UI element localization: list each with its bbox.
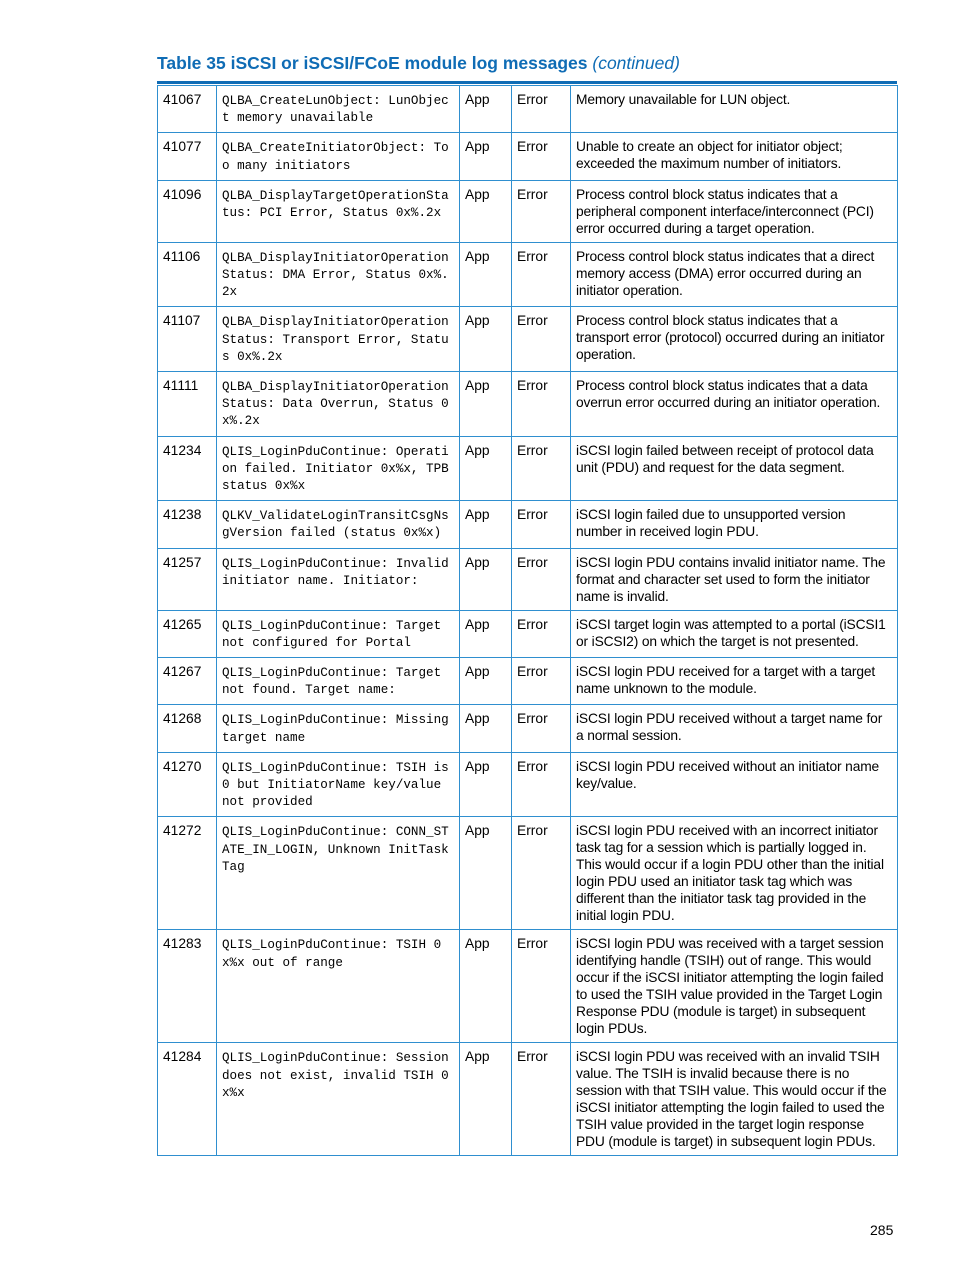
page-number: 285 xyxy=(870,1222,894,1238)
message-id-cell: 41111 xyxy=(158,372,217,437)
message-text-cell: QLIS_LoginPduContinue: Session does not exist, invalid TSIH 0x%x xyxy=(217,1043,460,1156)
module-cell: App xyxy=(460,817,512,930)
description-cell: iSCSI login PDU received for a target with a target name unknown to the module. xyxy=(571,658,898,705)
message-id-cell: 41234 xyxy=(158,436,217,501)
message-text-cell: QLKV_ValidateLoginTransitCsgNsgVersion failed (status 0x%x) xyxy=(217,501,460,548)
message-text-cell: QLIS_LoginPduContinue: Target not configured for Portal xyxy=(217,610,460,657)
module-cell: App xyxy=(460,705,512,752)
severity-cell: Error xyxy=(512,307,571,372)
severity-cell: Error xyxy=(512,242,571,307)
table-row xyxy=(158,86,898,133)
severity-cell: Error xyxy=(512,705,571,752)
module-cell: App xyxy=(460,307,512,372)
module-cell: App xyxy=(460,436,512,501)
message-id-cell: 41283 xyxy=(158,930,217,1043)
module-cell: App xyxy=(460,372,512,437)
severity-cell: Error xyxy=(512,180,571,242)
description-cell: iSCSI login failed due to unsupported version number in received login PDU. xyxy=(571,501,898,548)
description-cell: iSCSI login PDU received with an incorrect initiator task tag for a session which is partially logged in. This would occur if a login PDU other than the initial login PDU used an initiator task tag which was different than the initiator task tag provided in the initial login PDU. xyxy=(571,817,898,930)
table-row xyxy=(158,817,898,930)
description-cell: iSCSI login PDU received without a target name for a normal session. xyxy=(571,705,898,752)
message-text-cell: QLBA_DisplayTargetOperationStatus: PCI Error, Status 0x%.2x xyxy=(217,180,460,242)
table-row xyxy=(158,180,898,242)
message-id-cell: 41107 xyxy=(158,307,217,372)
severity-cell: Error xyxy=(512,86,571,133)
description-cell: iSCSI login PDU was received with a target session identifying handle (TSIH) out of range. This would occur if the iSCSI initiator attempting the login failed to used the TSIH value provided in the Target Login Response PDU (module is target) in subsequent login PDUs. xyxy=(571,930,898,1043)
module-cell: App xyxy=(460,133,512,180)
message-id-cell: 41238 xyxy=(158,501,217,548)
severity-cell: Error xyxy=(512,133,571,180)
message-text-cell: QLIS_LoginPduContinue: Operation failed. Initiator 0x%x, TPB status 0x%x xyxy=(217,436,460,501)
description-cell: iSCSI target login was attempted to a portal (iSCSI1 or iSCSI2) on which the target is not presented. xyxy=(571,610,898,657)
message-text-cell: QLBA_DisplayInitiatorOperationStatus: Data Overrun, Status 0x%.2x xyxy=(217,372,460,437)
message-id-cell: 41268 xyxy=(158,705,217,752)
severity-cell: Error xyxy=(512,548,571,610)
severity-cell: Error xyxy=(512,1043,571,1156)
severity-cell: Error xyxy=(512,658,571,705)
severity-cell: Error xyxy=(512,610,571,657)
severity-cell: Error xyxy=(512,501,571,548)
description-cell: Process control block status indicates that a transport error (protocol) occurred during an initiator operation. xyxy=(571,307,898,372)
message-text-cell: QLIS_LoginPduContinue: Target not found. Target name: xyxy=(217,658,460,705)
description-cell: iSCSI login PDU contains invalid initiator name. The format and character set used to form the initiator name is invalid. xyxy=(571,548,898,610)
module-cell: App xyxy=(460,658,512,705)
description-cell: iSCSI login PDU received without an initiator name key/value. xyxy=(571,752,898,817)
table-row xyxy=(158,242,898,307)
description-cell: iSCSI login PDU was received with an invalid TSIH value. The TSIH is invalid because there is no session with that TSIH value. This would occur if the iSCSI initiator attempting the login failed to used the TSIH value provided in the target login response PDU (module is target) in subsequent login PDUs. xyxy=(571,1043,898,1156)
module-cell: App xyxy=(460,548,512,610)
message-text-cell: QLIS_LoginPduContinue: CONN_STATE_IN_LOGIN, Unknown InitTaskTag xyxy=(217,817,460,930)
description-cell: Process control block status indicates that a data overrun error occurred during an initiator operation. xyxy=(571,372,898,437)
module-cell: App xyxy=(460,242,512,307)
table-row xyxy=(158,610,898,657)
module-cell: App xyxy=(460,1043,512,1156)
table-row xyxy=(158,658,898,705)
message-text-cell: QLBA_DisplayInitiatorOperationStatus: Transport Error, Status 0x%.2x xyxy=(217,307,460,372)
table-body xyxy=(158,86,898,1156)
caption-rule xyxy=(157,81,897,84)
log-messages-table xyxy=(157,85,898,1156)
description-cell: Unable to create an object for initiator object; exceeded the maximum number of initiators. xyxy=(571,133,898,180)
message-id-cell: 41257 xyxy=(158,548,217,610)
message-text-cell: QLIS_LoginPduContinue: TSIH is 0 but InitiatorName key/value not provided xyxy=(217,752,460,817)
module-cell: App xyxy=(460,501,512,548)
message-id-cell: 41067 xyxy=(158,86,217,133)
module-cell: App xyxy=(460,86,512,133)
message-text-cell: QLIS_LoginPduContinue: TSIH 0x%x out of range xyxy=(217,930,460,1043)
severity-cell: Error xyxy=(512,930,571,1043)
table-row xyxy=(158,372,898,437)
table-row xyxy=(158,705,898,752)
message-text-cell: QLIS_LoginPduContinue: Missing target name xyxy=(217,705,460,752)
severity-cell: Error xyxy=(512,436,571,501)
table-row xyxy=(158,1043,898,1156)
message-text-cell: QLBA_CreateLunObject: LunObject memory unavailable xyxy=(217,86,460,133)
message-text-cell: QLBA_CreateInitiatorObject: Too many initiators xyxy=(217,133,460,180)
table-continued-label: (continued) xyxy=(592,53,680,73)
message-id-cell: 41284 xyxy=(158,1043,217,1156)
table-row xyxy=(158,501,898,548)
severity-cell: Error xyxy=(512,752,571,817)
message-id-cell: 41096 xyxy=(158,180,217,242)
table-row xyxy=(158,752,898,817)
table-caption xyxy=(157,53,680,74)
severity-cell: Error xyxy=(512,372,571,437)
table-row xyxy=(158,436,898,501)
table-row xyxy=(158,307,898,372)
module-cell: App xyxy=(460,930,512,1043)
table-row xyxy=(158,133,898,180)
description-cell: Process control block status indicates that a peripheral component interface/interconnect (PCI) error occurred during a target operation. xyxy=(571,180,898,242)
severity-cell: Error xyxy=(512,817,571,930)
message-id-cell: 41272 xyxy=(158,817,217,930)
table-title: Table 35 iSCSI or iSCSI/FCoE module log messages xyxy=(157,53,588,73)
message-text-cell: QLBA_DisplayInitiatorOperationStatus: DMA Error, Status 0x%.2x xyxy=(217,242,460,307)
message-text-cell: QLIS_LoginPduContinue: Invalid initiator name. Initiator: xyxy=(217,548,460,610)
module-cell: App xyxy=(460,180,512,242)
description-cell: Memory unavailable for LUN object. xyxy=(571,86,898,133)
message-id-cell: 41270 xyxy=(158,752,217,817)
description-cell: iSCSI login failed between receipt of protocol data unit (PDU) and request for the data segment. xyxy=(571,436,898,501)
table-row xyxy=(158,930,898,1043)
message-id-cell: 41265 xyxy=(158,610,217,657)
message-id-cell: 41106 xyxy=(158,242,217,307)
module-cell: App xyxy=(460,610,512,657)
table-row xyxy=(158,548,898,610)
description-cell: Process control block status indicates that a direct memory access (DMA) error occurred during an initiator operation. xyxy=(571,242,898,307)
message-id-cell: 41077 xyxy=(158,133,217,180)
module-cell: App xyxy=(460,752,512,817)
message-id-cell: 41267 xyxy=(158,658,217,705)
